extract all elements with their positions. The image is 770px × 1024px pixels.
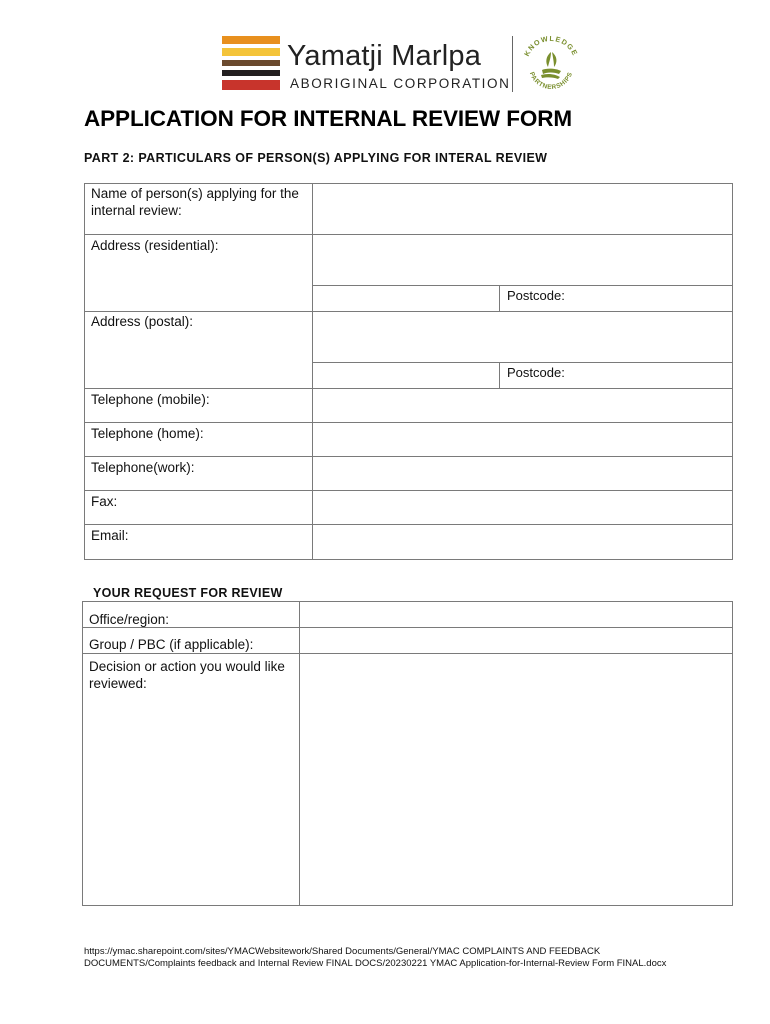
postcode-divider <box>499 285 500 311</box>
postcode-postal-label: Postcode: <box>507 365 565 380</box>
logo-name: Yamatji Marlpa <box>287 40 482 72</box>
hand-leaf-icon <box>541 52 561 79</box>
name-field[interactable] <box>313 184 732 234</box>
name-label: Name of person(s) applying for the internal review: <box>91 186 299 218</box>
telephone-home-field[interactable] <box>313 423 732 456</box>
fax-field[interactable] <box>313 491 732 524</box>
seal-text-bottom: PARTNERSHIPS <box>527 71 575 92</box>
decision-label: Decision or action you would like reviewed: <box>89 659 285 691</box>
address-postal-line2-field[interactable] <box>313 363 499 388</box>
postcode-postal-field[interactable] <box>580 363 732 388</box>
knowledge-partnerships-seal <box>518 34 584 96</box>
postcode-divider <box>499 362 500 388</box>
svg-text:KNOWLEDGE <box>522 34 580 58</box>
telephone-home-label: Telephone (home): <box>91 426 204 441</box>
request-heading: YOUR REQUEST FOR REVIEW <box>93 586 283 600</box>
postcode-residential-label: Postcode: <box>507 288 565 303</box>
page-title: APPLICATION FOR INTERNAL REVIEW FORM <box>84 106 573 131</box>
telephone-mobile-field[interactable] <box>313 389 732 422</box>
part2-heading: PART 2: PARTICULARS OF PERSON(S) APPLYING FOR INTERAL REVIEW <box>84 151 548 165</box>
office-region-label: Office/region: <box>89 612 170 627</box>
logo-stripes-icon <box>222 36 280 90</box>
group-pbc-field[interactable] <box>300 628 732 653</box>
fax-label: Fax: <box>91 494 118 509</box>
logo-subtitle: ABORIGINAL CORPORATION <box>290 76 511 91</box>
seal-text-top: KNOWLEDGE <box>522 34 580 58</box>
address-residential-label: Address (residential): <box>91 238 219 253</box>
address-residential-line2-field[interactable] <box>313 286 499 311</box>
group-pbc-label: Group / PBC (if applicable): <box>89 637 254 652</box>
telephone-work-field[interactable] <box>313 457 732 490</box>
address-postal-label: Address (postal): <box>91 314 194 329</box>
footer-file-path: https://ymac.sharepoint.com/sites/YMACWebsitework/Shared Documents/General/YMAC COMPLAINTS AND FEEDBACK DOCUMENTS/Complaints feedback and Internal Review FINAL DOCS/20230221 YMAC Application-for-Internal-Review Form FINAL.docx <box>84 946 667 969</box>
telephone-mobile-label: Telephone (mobile): <box>91 392 210 407</box>
postcode-residential-field[interactable] <box>580 286 732 311</box>
email-field[interactable] <box>313 525 732 559</box>
office-region-field[interactable] <box>300 602 732 627</box>
address-postal-field[interactable] <box>313 312 732 362</box>
decision-field[interactable] <box>300 654 732 905</box>
address-residential-field[interactable] <box>313 235 732 285</box>
telephone-work-label: Telephone(work): <box>91 460 195 475</box>
svg-text:PARTNERSHIPS <box>528 71 574 91</box>
logo-divider <box>512 36 513 92</box>
email-label: Email: <box>91 528 129 543</box>
